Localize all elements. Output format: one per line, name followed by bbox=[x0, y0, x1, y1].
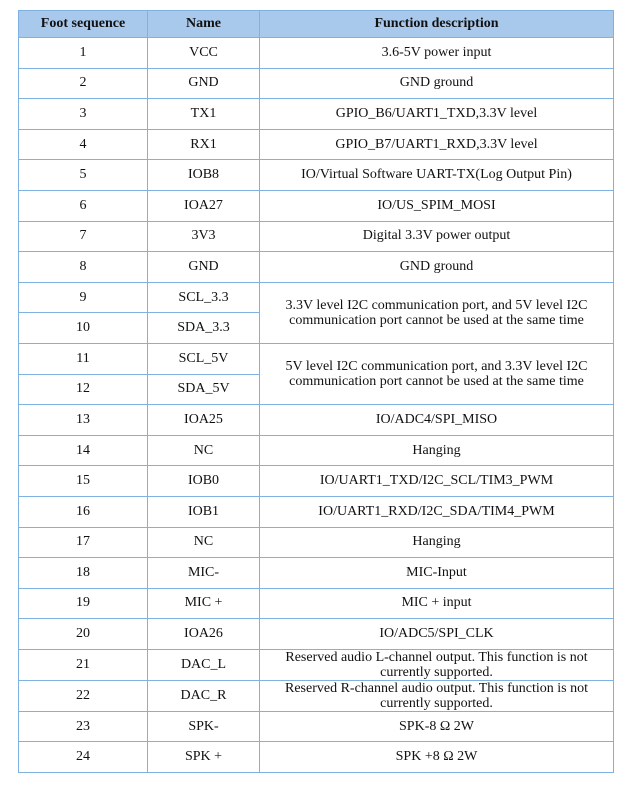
description-cell: Hanging bbox=[260, 435, 614, 466]
foot-cell: 22 bbox=[19, 680, 148, 711]
description-cell: MIC-Input bbox=[260, 558, 614, 589]
foot-cell: 10 bbox=[19, 313, 148, 344]
foot-cell: 7 bbox=[19, 221, 148, 252]
table-row bbox=[19, 38, 614, 69]
table-row bbox=[19, 343, 614, 374]
name-cell: NC bbox=[148, 527, 260, 558]
name-cell: GND bbox=[148, 252, 260, 283]
name-cell: SPK- bbox=[148, 711, 260, 742]
name-cell: MIC + bbox=[148, 588, 260, 619]
name-cell: IOA25 bbox=[148, 405, 260, 436]
foot-cell: 17 bbox=[19, 527, 148, 558]
description-cell: IO/UART1_RXD/I2C_SDA/TIM4_PWM bbox=[260, 496, 614, 527]
name-cell: SDA_3.3 bbox=[148, 313, 260, 344]
name-cell: SCL_5V bbox=[148, 343, 260, 374]
table-row bbox=[19, 466, 614, 497]
foot-cell: 9 bbox=[19, 282, 148, 313]
foot-cell: 1 bbox=[19, 38, 148, 69]
foot-cell: 21 bbox=[19, 649, 148, 680]
description-cell: GPIO_B6/UART1_TXD,3.3V level bbox=[260, 99, 614, 130]
description-cell: Digital 3.3V power output bbox=[260, 221, 614, 252]
name-cell: MIC- bbox=[148, 558, 260, 589]
description-cell: 3.3V level I2C communication port, and 5V level I2C communication port cannot be used at the same time bbox=[260, 282, 614, 343]
table-row bbox=[19, 619, 614, 650]
name-cell: 3V3 bbox=[148, 221, 260, 252]
table-row bbox=[19, 129, 614, 160]
foot-cell: 18 bbox=[19, 558, 148, 589]
table-row bbox=[19, 405, 614, 436]
description-cell: IO/UART1_TXD/I2C_SCL/TIM3_PWM bbox=[260, 466, 614, 497]
table-row bbox=[19, 221, 614, 252]
table-row bbox=[19, 435, 614, 466]
name-cell: TX1 bbox=[148, 99, 260, 130]
name-cell: GND bbox=[148, 68, 260, 99]
name-cell: SDA_5V bbox=[148, 374, 260, 405]
name-cell: SPK + bbox=[148, 742, 260, 773]
name-cell: IOA26 bbox=[148, 619, 260, 650]
description-cell: IO/US_SPIM_MOSI bbox=[260, 190, 614, 221]
foot-cell: 13 bbox=[19, 405, 148, 436]
foot-cell: 5 bbox=[19, 160, 148, 191]
name-cell: SCL_3.3 bbox=[148, 282, 260, 313]
foot-cell: 2 bbox=[19, 68, 148, 99]
table-row bbox=[19, 680, 614, 711]
foot-cell: 15 bbox=[19, 466, 148, 497]
foot-cell: 20 bbox=[19, 619, 148, 650]
name-cell: DAC_L bbox=[148, 649, 260, 680]
name-cell: IOB0 bbox=[148, 466, 260, 497]
table-row bbox=[19, 99, 614, 130]
table-row bbox=[19, 711, 614, 742]
table-row bbox=[19, 252, 614, 283]
description-cell: 3.6-5V power input bbox=[260, 38, 614, 69]
header-name: Name bbox=[148, 11, 260, 38]
table-row bbox=[19, 649, 614, 680]
table-row bbox=[19, 160, 614, 191]
name-cell: RX1 bbox=[148, 129, 260, 160]
name-cell: IOA27 bbox=[148, 190, 260, 221]
foot-cell: 8 bbox=[19, 252, 148, 283]
table-header bbox=[19, 11, 614, 38]
description-cell: Reserved R-channel audio output. This function is not currently supported. bbox=[260, 680, 614, 711]
table-row bbox=[19, 282, 614, 313]
description-cell: Reserved audio L-channel output. This function is not currently supported. bbox=[260, 649, 614, 680]
description-cell: 5V level I2C communication port, and 3.3V level I2C communication port cannot be used at the same time bbox=[260, 343, 614, 404]
description-cell: GND ground bbox=[260, 68, 614, 99]
description-cell: GPIO_B7/UART1_RXD,3.3V level bbox=[260, 129, 614, 160]
foot-cell: 24 bbox=[19, 742, 148, 773]
header-row bbox=[19, 11, 614, 38]
table-row bbox=[19, 588, 614, 619]
description-cell: SPK +8 Ω 2W bbox=[260, 742, 614, 773]
table-row bbox=[19, 68, 614, 99]
description-cell: SPK-8 Ω 2W bbox=[260, 711, 614, 742]
description-cell: IO/ADC4/SPI_MISO bbox=[260, 405, 614, 436]
foot-cell: 23 bbox=[19, 711, 148, 742]
table-row bbox=[19, 742, 614, 773]
foot-cell: 14 bbox=[19, 435, 148, 466]
header-foot-sequence: Foot sequence bbox=[19, 11, 148, 38]
pin-function-table bbox=[18, 10, 614, 773]
description-cell: GND ground bbox=[260, 252, 614, 283]
foot-cell: 3 bbox=[19, 99, 148, 130]
table-body bbox=[19, 38, 614, 773]
name-cell: VCC bbox=[148, 38, 260, 69]
description-cell: Hanging bbox=[260, 527, 614, 558]
foot-cell: 16 bbox=[19, 496, 148, 527]
description-cell: MIC + input bbox=[260, 588, 614, 619]
description-cell: IO/ADC5/SPI_CLK bbox=[260, 619, 614, 650]
foot-cell: 11 bbox=[19, 343, 148, 374]
table-row bbox=[19, 496, 614, 527]
foot-cell: 19 bbox=[19, 588, 148, 619]
name-cell: NC bbox=[148, 435, 260, 466]
table-row bbox=[19, 190, 614, 221]
header-function-description: Function description bbox=[260, 11, 614, 38]
table-row bbox=[19, 558, 614, 589]
foot-cell: 12 bbox=[19, 374, 148, 405]
foot-cell: 4 bbox=[19, 129, 148, 160]
foot-cell: 6 bbox=[19, 190, 148, 221]
table-row bbox=[19, 527, 614, 558]
name-cell: DAC_R bbox=[148, 680, 260, 711]
description-cell: IO/Virtual Software UART-TX(Log Output Pin) bbox=[260, 160, 614, 191]
name-cell: IOB1 bbox=[148, 496, 260, 527]
name-cell: IOB8 bbox=[148, 160, 260, 191]
